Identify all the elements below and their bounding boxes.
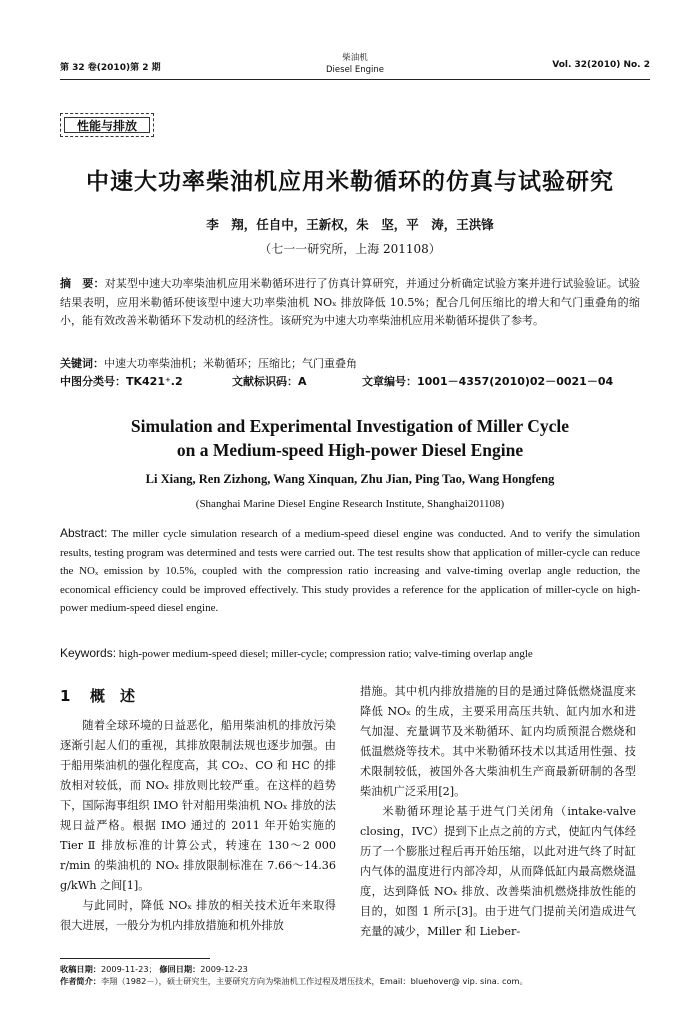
header-journal-cn: 柴油机 [342, 53, 368, 63]
body-column-right [360, 682, 636, 942]
section-number: 1 [60, 687, 71, 705]
paper-title-en-line2: on a Medium-speed High-power Diesel Engine [176, 440, 524, 460]
paper-title-en-line1: Simulation and Experimental Investigation of Miller Cycle [130, 416, 570, 436]
paper-title-en [40, 414, 660, 462]
revised-date: 2009-12-23 [200, 964, 248, 974]
keywords-cn-text: 中速大功率柴油机；米勒循环；压缩比；气门重叠角 [104, 357, 357, 370]
authors-cn: 李 翔，任自中，王新权，朱 坚，平 涛，王洪锋 [206, 217, 494, 232]
abstract-en-label: Abstract: [60, 526, 108, 540]
revised-label: 修回日期： [159, 964, 201, 974]
document-code: 文献标识码：A [232, 375, 307, 388]
keywords-en-text: high-power medium-speed diesel; miller-cycle; compression ratio; valve-timing overlap angle [118, 648, 533, 660]
abstract-cn-text: 对某型中速大功率柴油机应用米勒循环进行了仿真计算研究，并通过分析确定试验方案并进行试验验证。试验结果表明，应用米勒循环使该型中速大功率柴油机 NOₓ 排放降低 10.5%；配合几何压缩比的增大和气门重叠角的缩小，能有效改善米勒循环下发动机的经济性。该研究为中速大功率柴油机应用米勒循环提供了参考。 [60, 277, 641, 327]
section-tag: 性能与排放 [60, 113, 154, 137]
header-volume-cn: 第 32 卷(2010)第 2 期 [60, 63, 161, 73]
footnote-dates [60, 963, 650, 975]
received-date: 2009-11-23； [100, 964, 157, 974]
header-volume-en: Vol. 32(2010) No. 2 [552, 60, 650, 70]
author-bio: 李翔（1982－），硕士研究生，主要研究方向为柴油机工作过程及增压技术，Email：bluehover@ vip. sina. com。 [100, 976, 528, 986]
footnote-divider [60, 958, 210, 959]
body-paragraph-3: 措施。其中机内排放措施的目的是通过降低燃烧温度来降低 NOₓ 的生成，主要采用高压共轨、缸内加水和进气加湿、充量调节及米勒循环、缸内均质预混合燃烧和低温燃烧等技术。其中米勒循环技术以其适用性强、技术限制较低，被国外各大柴油机生产商最新研制的各型柴油机广泛采用[2]。 [360, 685, 636, 798]
keywords-en-label: Keywords: [60, 646, 117, 660]
running-header [60, 50, 650, 80]
section-title: 概 述 [90, 687, 136, 705]
section-heading [60, 682, 336, 710]
header-journal-en: Diesel Engine [326, 65, 384, 75]
body-column-left [60, 682, 336, 936]
affiliation-en: (Shanghai Marine Diesel Engine Research Institute, Shanghai201108) [195, 498, 505, 510]
clc-number: 中图分类号：TK421⁺.2 [60, 375, 183, 388]
received-label: 收稿日期： [60, 964, 101, 974]
affiliation-cn: （七一一研究所，上海 201108） [259, 242, 441, 256]
keywords-cn-label: 关键词： [60, 357, 104, 370]
footnote-author [60, 975, 650, 987]
keywords-cn [60, 355, 640, 373]
body-paragraph-4: 米勒循环理论基于进气门关闭角（intake-valve closing，IVC）提到下止点之前的方式，使缸内气体经历了一个膨胀过程后再开始压缩，以此对进气终了时缸内气体的温度进行内部冷却，从而降低缸内最高燃烧温度，达到降低 NOₓ 排放、改善柴油机燃烧排放性能的目的，如图 1 所示[3]。由于进气门提前关闭造成进气充量的减少，Miller 和 Lieber- [360, 805, 636, 938]
classification-line [60, 373, 640, 391]
keywords-en [60, 644, 640, 663]
body-paragraph-2: 与此同时，降低 NOₓ 排放的相关技术近年来取得很大进展，一般分为机内排放措施和机外排放 [60, 899, 336, 932]
authors-en: Li Xiang, Ren Zizhong, Wang Xinquan, Zhu Jian, Ping Tao, Wang Hongfeng [145, 472, 555, 486]
abstract-cn-label: 摘 要： [60, 277, 105, 290]
article-number: 文章编号：1001－4357(2010)02－0021－04 [362, 375, 614, 388]
abstract-cn [60, 275, 640, 331]
abstract-en-text: The miller cycle simulation research of a medium-speed diesel engine was conducted. And to verify the simulation results, testing program was determined and tests were carried out. The test results show that application of miller-cycle can reduce the NOₓ emission by 10.5%, coupled with the compression ratio increasing and valve-timing overlap angle reduction, the economical efficiency could be improved effectively. This study provides a reference for the application of miller-cycle on high-power medium-speed diesel engine. [60, 528, 640, 615]
paper-title-cn: 中速大功率柴油机应用米勒循环的仿真与试验研究 [86, 169, 614, 195]
body-paragraph-1: 随着全球环境的日益恶化，船用柴油机的排放污染逐渐引起人们的重视，其排放限制法规也逐步加强。由于船用柴油机的强化程度高，其 CO₂、CO 和 HC 的排放相对较低，而 NOₓ 排放则比较严重。在这样的趋势下，国际海事组织 IMO 针对船用柴油机 NOₓ 排放的法规日益严格。根据 IMO 通过的 2011 年开始实施的 Tier Ⅱ 排放标准的计算公式，转速在 130～2 000 r/min 的柴油机的 NOₓ 排放限制标准在 7.66～14.36 g/kWh 之间[1]。 [60, 719, 336, 892]
author-bio-label: 作者简介： [60, 976, 101, 986]
abstract-en [60, 524, 640, 618]
footnotes [60, 963, 650, 987]
